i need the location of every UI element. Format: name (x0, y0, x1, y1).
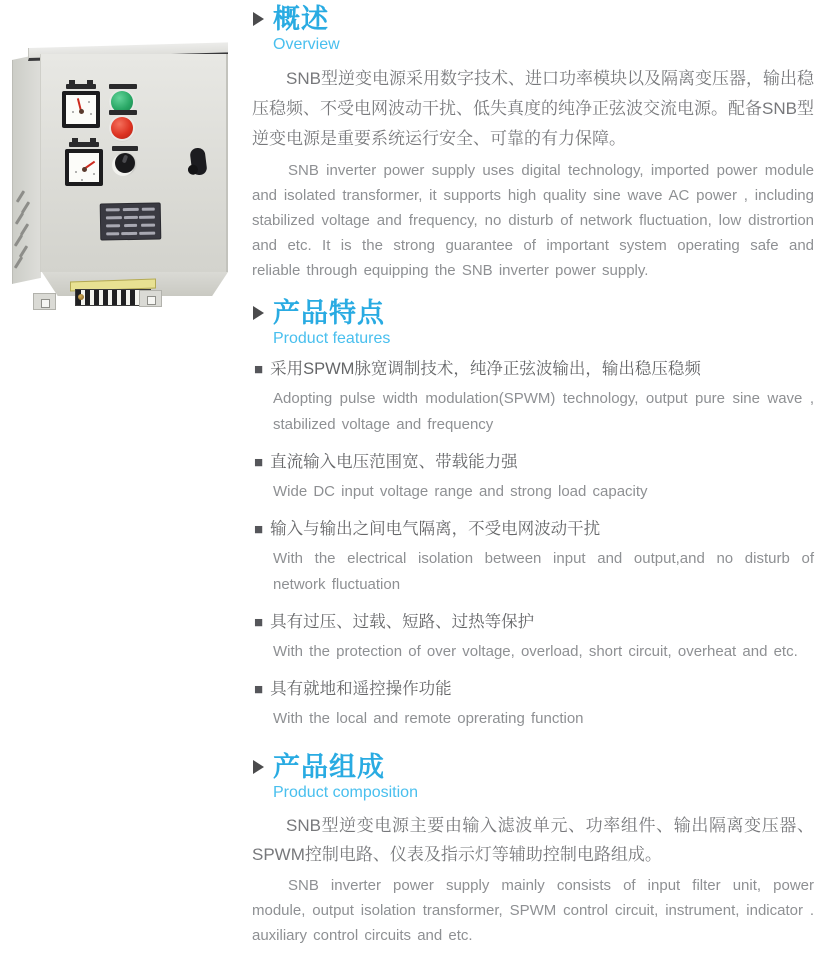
feature-text-en: Adopting pulse width modulation(SPWM) technology, output pure sine wave , stabilized voltage and frequency (273, 390, 814, 434)
bullet-square-icon: ■ (254, 361, 264, 379)
feature-text-en: With the local and remote oprerating function (273, 710, 584, 728)
button-mount-bar (109, 84, 137, 89)
feature-text-cn: 具有就地和遥控操作功能 (270, 680, 452, 699)
content-column (252, 4, 814, 948)
meter-mount-nub (69, 80, 75, 84)
overview-paragraph-cn: SNB型逆变电源采用数字技术、进口功率模块以及隔离变压器，输出稳压稳频、不受电网波动干扰、低失真度的纯净正弦波交流电源。配备SNB型逆变电源是重要系统运行安全、可靠的有力保障。 (252, 69, 814, 149)
meter-tick (75, 171, 77, 173)
control-knob-icon (115, 153, 135, 173)
bullet-square-icon: ■ (254, 614, 264, 632)
analog-meter-top-icon (62, 91, 100, 128)
mounting-foot-right (139, 290, 162, 307)
analog-meter-bottom-icon (65, 149, 103, 186)
nameplate-row (106, 216, 155, 220)
feature-text-en: With the protection of over voltage, overload, short circuit, overheat and etc. (273, 643, 798, 661)
bullet-square-icon: ■ (254, 454, 264, 472)
section-title-en: Overview (273, 36, 340, 54)
nameplate-row (106, 208, 155, 212)
feature-text-en: With the electrical isolation between input and output,and no disturb of network fluctuation (273, 550, 814, 594)
feature-text-cn: 采用SPWM脉宽调制技术，纯净正弦波输出，输出稳压稳频 (270, 360, 701, 379)
section-arrow-icon (253, 760, 264, 774)
meter-mount-nub (90, 138, 96, 142)
section-title-en: Product composition (273, 784, 418, 802)
feature-text-cn: 具有过压、过载、短路、过热等保护 (270, 613, 535, 632)
feature-item (254, 452, 814, 505)
feature-item (254, 612, 814, 665)
meter-tick (93, 173, 95, 175)
meter-tick (81, 179, 83, 181)
overview-paragraph-en: SNB inverter power supply uses digital technology, imported power module and isolated transformer, it supports high quality sine wave AC power , including stabilized voltage and frequency, no disturb of network fluctuation, low distrortion and etc. It is the strong guarantee of important system operating safe and reliable through equipping the SNB inverter power supply. (252, 162, 814, 280)
feature-item (254, 359, 814, 438)
feature-item (254, 679, 814, 732)
product-illustration-cabinet (8, 40, 242, 324)
knob-mount-bar (112, 146, 138, 151)
mounting-foot-left (33, 293, 56, 310)
meter-tick (90, 113, 92, 115)
section-title-en: Product features (273, 330, 391, 348)
composition-paragraph-en: SNB inverter power supply mainly consists of input filter unit, power module, output isolation transformer, SPWM control circuit, instrument, indicator . auxiliary control circuits and etc. (252, 877, 814, 945)
section-title-cn: 概述 (273, 4, 329, 34)
bullet-square-icon: ■ (254, 521, 264, 539)
feature-item (254, 519, 814, 598)
section-title-cn: 产品特点 (273, 298, 385, 329)
meter-mount-nub (87, 80, 93, 84)
meter-pivot (79, 109, 84, 114)
meter-tick (72, 111, 74, 113)
nameplate-row (106, 224, 155, 228)
meter-mount-nub (72, 138, 78, 142)
section-features-header (252, 298, 814, 348)
section-overview-header (252, 4, 814, 54)
feature-text-cn: 直流输入电压范围宽、带载能力强 (270, 453, 518, 472)
feature-text-cn: 输入与输出之间电气隔离，不受电网波动干扰 (270, 520, 601, 539)
red-stop-button-icon (111, 117, 133, 139)
button-mount-bar (109, 110, 137, 115)
meter-pivot (82, 167, 87, 172)
section-title-cn: 产品组成 (273, 752, 385, 783)
meter-mount-bar (66, 84, 96, 89)
section-arrow-icon (253, 12, 264, 26)
section-composition-header (252, 752, 814, 802)
meter-mount-bar (69, 142, 99, 147)
feature-text-en: Wide DC input voltage range and strong load capacity (273, 483, 648, 501)
meter-tick (88, 101, 90, 103)
features-list (252, 359, 814, 732)
composition-paragraph-cn: SNB型逆变电源主要由输入滤波单元、功率组件、输出隔离变压器、SPWM控制电路、仪表及指示灯等辅助控制电路组成。 (252, 816, 814, 865)
vent-slots (15, 190, 37, 270)
nameplate-row (106, 232, 155, 236)
bullet-square-icon: ■ (254, 681, 264, 699)
nameplate (100, 202, 162, 240)
section-arrow-icon (253, 306, 264, 320)
